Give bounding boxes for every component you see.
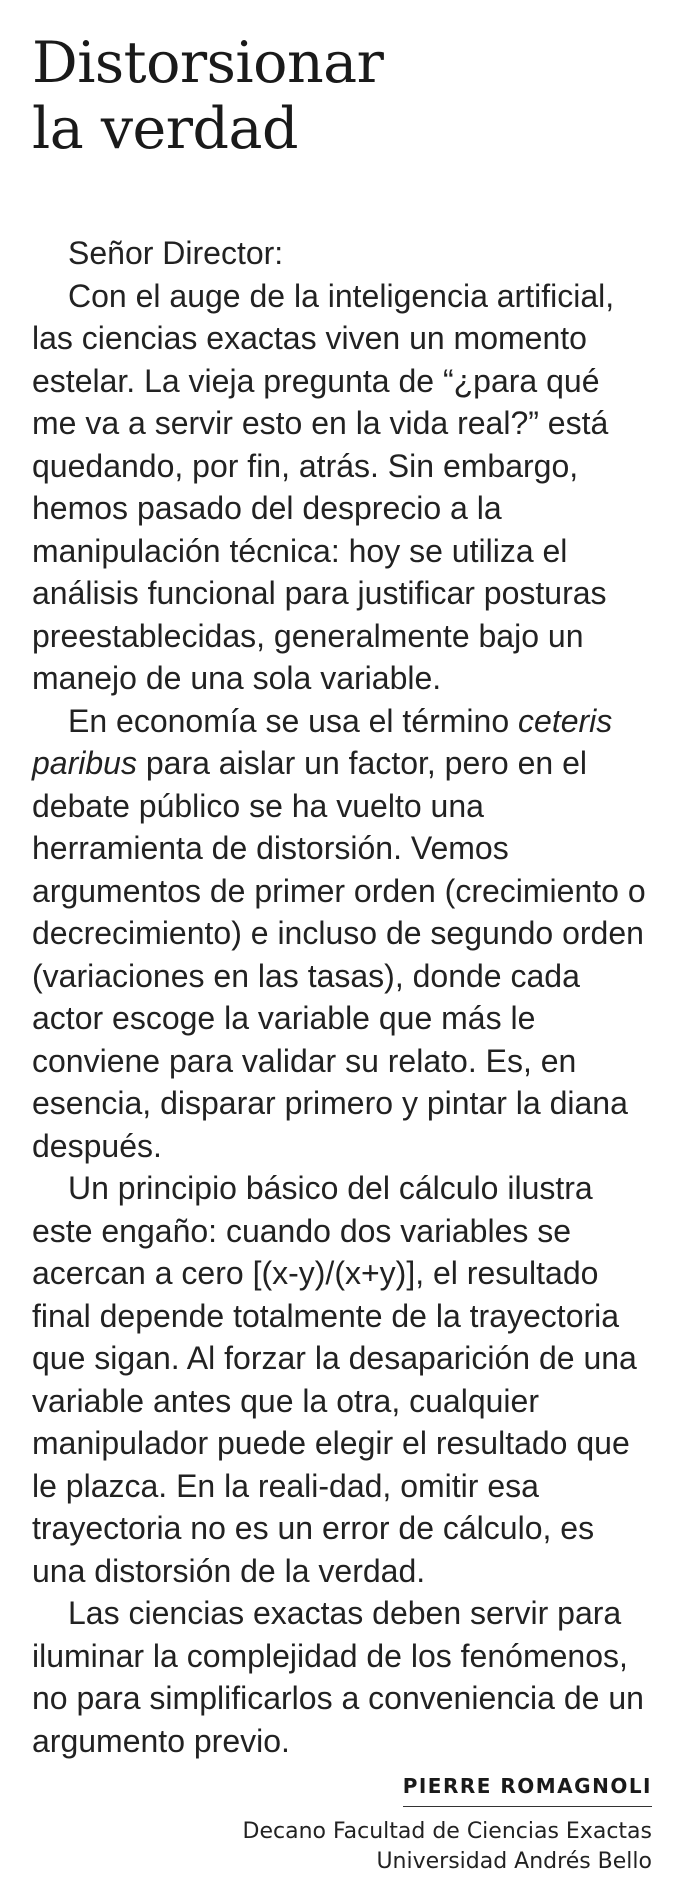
salutation: Señor Director:: [68, 235, 284, 271]
headline-line-1: Distorsionar: [32, 30, 384, 96]
ceteris-paribus-term: ceteris paribus: [32, 702, 613, 781]
paragraph-2-end: para aislar un factor, pero en el debate público se ha vuelto una herramienta de distorsión. Vemos argumentos de primer orden (crecimiento o decrecimiento) e incluso de segundo orden (variaciones en las tasas), donde cada actor escoge la variable que más le conviene para validar su relato. Es, en esencia, disparar primero y pintar la diana después.: [32, 745, 646, 1164]
headline-line-2: la verdad: [32, 96, 298, 162]
affiliation-line-2: Universidad Andrés Bello: [376, 1849, 652, 1874]
paragraph-2: [32, 700, 652, 1168]
affiliation-line-1: Decano Facultad de Ciencias Exactas: [242, 1819, 652, 1844]
letter-column: [32, 30, 652, 1877]
paragraph-1: Con el auge de la inteligencia artificial, las ciencias exactas viven un momento estelar. La vieja pregunta de “¿para qué me va a servir esto en la vida real?” está quedando, por fin, atrás. Sin embargo, hemos pasado del desprecio a la manipulación técnica: hoy se utiliza el análisis funcional para justificar posturas preestablecidas, generalmente bajo un manejo de una sola variable.: [32, 277, 615, 696]
affiliation: [32, 1817, 652, 1877]
letter-body: [32, 232, 652, 1762]
paragraph-2-start: En economía se usa el término: [68, 702, 519, 739]
signature-block: [32, 1774, 652, 1877]
author-name: PIERRE ROMAGNOLI: [403, 1774, 652, 1807]
headline: [32, 30, 652, 162]
paragraph-3: Un principio básico del cálculo ilustra este engaño: cuando dos variables se acercan a cero [(x-y)/(x+y)], el resultado final depende totalmente de la trayectoria que sigan. Al forzar la desaparición de una variable antes que la otra, cualquier manipulador puede elegir el resultado que le plazca. En la reali-dad, omitir esa trayectoria no es un error de cálculo, es una distorsión de la verdad.: [32, 1170, 637, 1589]
paragraph-4: Las ciencias exactas deben servir para iluminar la complejidad de los fenómenos, no para simplificarlos a conveniencia de un argumento previo.: [32, 1595, 644, 1759]
